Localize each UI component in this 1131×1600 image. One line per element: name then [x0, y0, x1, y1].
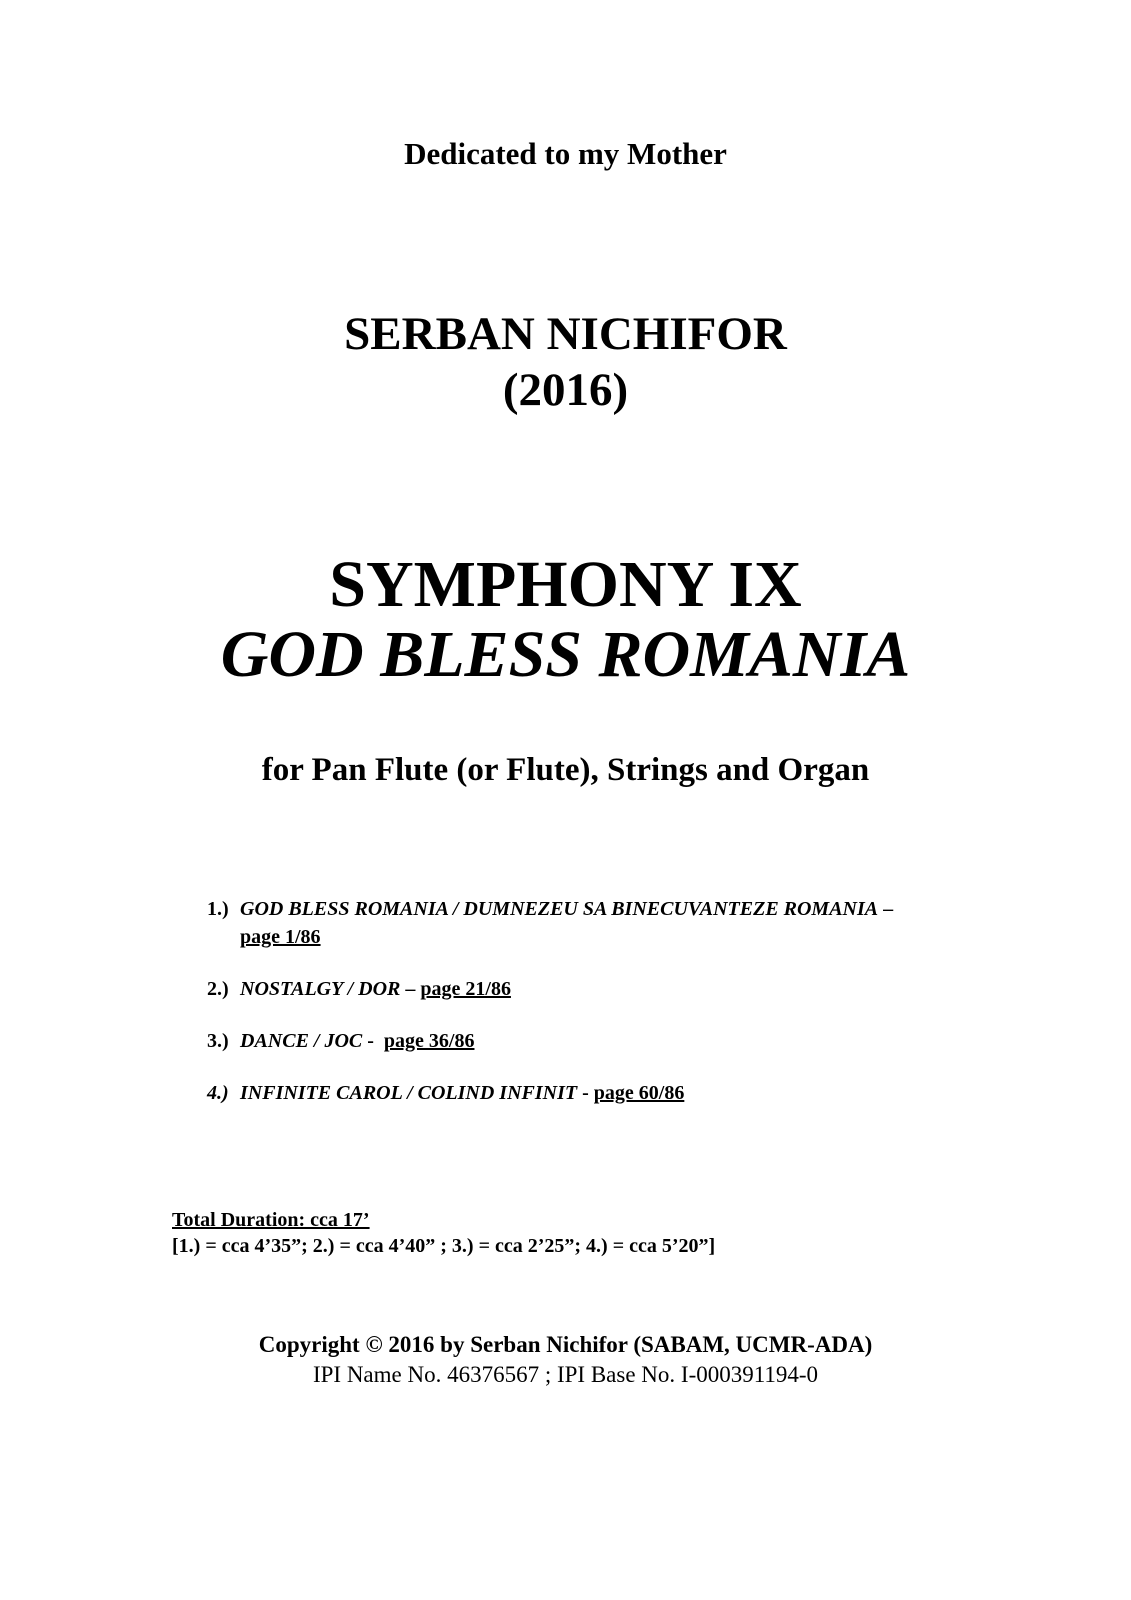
movement-item [207, 895, 907, 951]
movement-number: 3.) [207, 1030, 229, 1052]
composer-block [0, 306, 1131, 418]
movement-page-link[interactable]: page 1/86 [240, 926, 321, 948]
movement-separator: - [362, 1030, 384, 1052]
movement-item [207, 975, 907, 1003]
duration-breakdown: [1.) = cca 4’35”; 2.) = cca 4’40” ; 3.) = cca 2’25”; 4.) = cca 5’20”] [172, 1235, 716, 1257]
movement-separator: – [878, 898, 894, 920]
movement-page-link[interactable]: page 36/86 [383, 1030, 475, 1052]
movement-list [207, 895, 907, 1131]
movement-title: NOSTALGY / DOR [240, 978, 401, 1000]
symphony-title: SYMPHONY IX [329, 548, 802, 621]
symphony-subtitle: GOD BLESS ROMANIA [220, 618, 911, 691]
movement-number: 4.) [207, 1082, 229, 1104]
movement-title: INFINITE CAROL / COLIND INFINIT [240, 1082, 578, 1104]
movement-item [207, 1027, 907, 1055]
movement-separator: - [577, 1082, 594, 1104]
composition-year: (2016) [502, 364, 629, 416]
ipi-numbers: IPI Name No. 46376567 ; IPI Base No. I-000391194-0 [312, 1362, 819, 1387]
movement-separator: – [400, 978, 421, 1000]
movement-item [207, 1079, 907, 1107]
movement-number: 1.) [207, 898, 229, 920]
duration-block [172, 1207, 715, 1259]
movement-title: DANCE / JOC [240, 1030, 363, 1052]
movement-title: GOD BLESS ROMANIA / DUMNEZEU SA BINECUVANTEZE ROMANIA [240, 898, 879, 920]
movement-number: 2.) [207, 978, 229, 1000]
composer-name: SERBAN NICHIFOR [344, 308, 787, 360]
total-duration: Total Duration: cca 17’ [172, 1209, 370, 1231]
dedication: Dedicated to my Mother [404, 136, 727, 171]
movement-page-link[interactable]: page 60/86 [593, 1082, 685, 1104]
movement-page-link[interactable]: page 21/86 [420, 978, 511, 1000]
instrumentation: for Pan Flute (or Flute), Strings and Organ [261, 752, 870, 788]
copyright-notice: Copyright © 2016 by Serban Nichifor (SABAM, UCMR-ADA) [258, 1332, 873, 1357]
